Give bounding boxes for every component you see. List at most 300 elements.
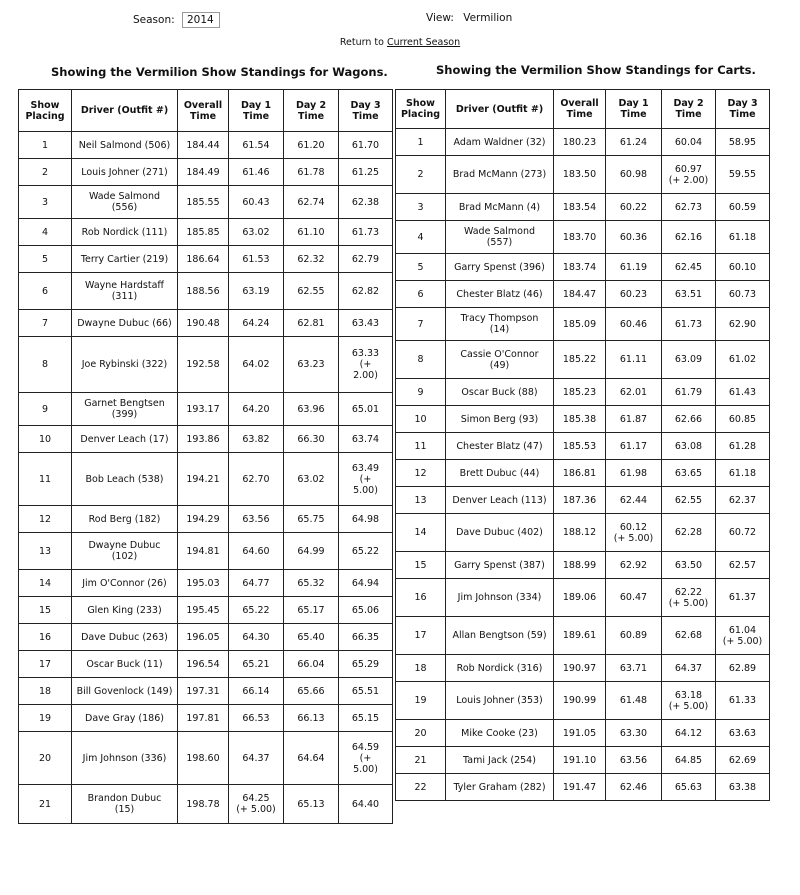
- cell-day2-time: 66.13: [284, 705, 339, 732]
- cell-day2-time: 63.51: [662, 281, 716, 308]
- cell-day3-time: 60.72: [716, 514, 770, 552]
- cell-day2-time: 62.68: [662, 617, 716, 655]
- wagons-title: Showing the Vermilion Show Standings for Wagons.: [51, 65, 388, 79]
- cell-day3-time: 60.73: [716, 281, 770, 308]
- cell-overall-time: 191.10: [554, 747, 606, 774]
- season-input[interactable]: 2014: [182, 12, 220, 28]
- cell-show-placing: 21: [396, 747, 446, 774]
- table-row: [19, 453, 393, 506]
- cell-overall-time: 190.48: [178, 310, 229, 337]
- cell-day1-time: 62.70: [229, 453, 284, 506]
- cell-day1-time: 63.82: [229, 426, 284, 453]
- cell-day3-time: 62.82: [339, 273, 393, 310]
- cell-day2-time: 63.02: [284, 453, 339, 506]
- cell-show-placing: 16: [19, 624, 72, 651]
- cell-day2-time: 62.66: [662, 406, 716, 433]
- cell-overall-time: 195.03: [178, 570, 229, 597]
- cell-day1-time: 63.30: [606, 720, 662, 747]
- cell-day1-time: 65.21: [229, 651, 284, 678]
- table-row: [19, 159, 393, 186]
- cell-driver: Rob Nordick (316): [446, 655, 554, 682]
- cell-day1-time: 63.02: [229, 219, 284, 246]
- cell-driver: Simon Berg (93): [446, 406, 554, 433]
- cell-day3-time: 60.85: [716, 406, 770, 433]
- cell-day3-time: 63.63: [716, 720, 770, 747]
- cell-day2-time: 62.22 (+ 5.00): [662, 579, 716, 617]
- cell-overall-time: 180.23: [554, 129, 606, 156]
- cell-day3-time: 60.59: [716, 194, 770, 221]
- cell-day1-time: 65.22: [229, 597, 284, 624]
- cell-day1-time: 62.44: [606, 487, 662, 514]
- cell-driver: Wayne Hardstaff (311): [72, 273, 178, 310]
- cell-day2-time: 62.28: [662, 514, 716, 552]
- cell-overall-time: 193.17: [178, 393, 229, 426]
- table-row: [19, 506, 393, 533]
- cell-day2-time: 60.04: [662, 129, 716, 156]
- column-header-show-placing: Show Placing: [396, 90, 446, 129]
- cell-show-placing: 5: [396, 254, 446, 281]
- cell-day1-time: 61.53: [229, 246, 284, 273]
- view-label: View:: [426, 12, 454, 24]
- column-header-driver: Driver (Outfit #): [446, 90, 554, 129]
- table-row: [19, 219, 393, 246]
- cell-show-placing: 15: [19, 597, 72, 624]
- cell-driver: Bob Leach (538): [72, 453, 178, 506]
- cell-overall-time: 189.61: [554, 617, 606, 655]
- table-row: [19, 426, 393, 453]
- cell-day3-time: 61.18: [716, 460, 770, 487]
- view-selector: [426, 12, 512, 24]
- cell-overall-time: 189.06: [554, 579, 606, 617]
- cell-day1-time: 61.17: [606, 433, 662, 460]
- cell-day2-time: 64.85: [662, 747, 716, 774]
- cell-driver: Louis Johner (271): [72, 159, 178, 186]
- table-row: [396, 655, 770, 682]
- cell-overall-time: 198.78: [178, 785, 229, 824]
- cell-overall-time: 186.64: [178, 246, 229, 273]
- cell-driver: Denver Leach (113): [446, 487, 554, 514]
- cell-day3-time: 59.55: [716, 156, 770, 194]
- cell-driver: Denver Leach (17): [72, 426, 178, 453]
- cell-show-placing: 10: [396, 406, 446, 433]
- table-header-row: [19, 90, 393, 132]
- cell-driver: Brandon Dubuc (15): [72, 785, 178, 824]
- return-prefix: Return to: [339, 37, 387, 48]
- carts-standings-table: [395, 89, 770, 801]
- cell-overall-time: 196.05: [178, 624, 229, 651]
- cell-driver: Brad McMann (273): [446, 156, 554, 194]
- cell-day3-time: 64.59 (+ 5.00): [339, 732, 393, 785]
- cell-show-placing: 9: [19, 393, 72, 426]
- cell-show-placing: 20: [396, 720, 446, 747]
- cell-show-placing: 8: [19, 337, 72, 393]
- table-row: [396, 682, 770, 720]
- cell-show-placing: 4: [396, 221, 446, 254]
- cell-day3-time: 64.94: [339, 570, 393, 597]
- cell-driver: Wade Salmond (556): [72, 186, 178, 219]
- cell-day3-time: 63.49 (+ 5.00): [339, 453, 393, 506]
- cell-day2-time: 61.78: [284, 159, 339, 186]
- cell-day3-time: 62.37: [716, 487, 770, 514]
- table-row: [396, 308, 770, 341]
- table-row: [19, 337, 393, 393]
- cell-overall-time: 198.60: [178, 732, 229, 785]
- cell-driver: Dave Dubuc (402): [446, 514, 554, 552]
- cell-overall-time: 190.99: [554, 682, 606, 720]
- season-label: Season:: [133, 14, 175, 26]
- cell-driver: Tyler Graham (282): [446, 774, 554, 801]
- cell-overall-time: 185.22: [554, 341, 606, 379]
- cell-day3-time: 62.69: [716, 747, 770, 774]
- cell-day2-time: 61.10: [284, 219, 339, 246]
- table-row: [396, 460, 770, 487]
- cell-show-placing: 3: [396, 194, 446, 221]
- table-row: [19, 393, 393, 426]
- cell-day2-time: 65.63: [662, 774, 716, 801]
- cell-day3-time: 63.33 (+ 2.00): [339, 337, 393, 393]
- cell-overall-time: 183.50: [554, 156, 606, 194]
- cell-day3-time: 64.40: [339, 785, 393, 824]
- cell-overall-time: 183.70: [554, 221, 606, 254]
- cell-driver: Garry Spenst (387): [446, 552, 554, 579]
- table-row: [19, 310, 393, 337]
- cell-day3-time: 61.37: [716, 579, 770, 617]
- cell-day1-time: 64.30: [229, 624, 284, 651]
- cell-day1-time: 66.14: [229, 678, 284, 705]
- cell-show-placing: 1: [396, 129, 446, 156]
- cell-day3-time: 62.57: [716, 552, 770, 579]
- cell-day2-time: 61.79: [662, 379, 716, 406]
- cell-day1-time: 63.19: [229, 273, 284, 310]
- table-row: [19, 705, 393, 732]
- cell-overall-time: 185.55: [178, 186, 229, 219]
- column-header-day3-time: Day 3 Time: [716, 90, 770, 129]
- cell-show-placing: 4: [19, 219, 72, 246]
- cell-driver: Chester Blatz (47): [446, 433, 554, 460]
- cell-day2-time: 62.55: [662, 487, 716, 514]
- view-value[interactable]: Vermilion: [463, 12, 513, 24]
- cell-day3-time: 63.38: [716, 774, 770, 801]
- table-row: [19, 597, 393, 624]
- cell-driver: Garnet Bengtsen (399): [72, 393, 178, 426]
- cell-driver: Brad McMann (4): [446, 194, 554, 221]
- cell-show-placing: 18: [396, 655, 446, 682]
- cell-show-placing: 17: [396, 617, 446, 655]
- cell-day1-time: 62.01: [606, 379, 662, 406]
- cell-day1-time: 60.36: [606, 221, 662, 254]
- column-header-day3-time: Day 3 Time: [339, 90, 393, 132]
- cell-day2-time: 60.97 (+ 2.00): [662, 156, 716, 194]
- table-row: [396, 221, 770, 254]
- cell-day3-time: 62.79: [339, 246, 393, 273]
- cell-show-placing: 21: [19, 785, 72, 824]
- cell-day2-time: 65.13: [284, 785, 339, 824]
- cell-day2-time: 63.08: [662, 433, 716, 460]
- cell-show-placing: 13: [19, 533, 72, 570]
- table-row: [19, 785, 393, 824]
- cell-day1-time: 60.98: [606, 156, 662, 194]
- table-header-row: [396, 90, 770, 129]
- cell-overall-time: 186.81: [554, 460, 606, 487]
- cell-day1-time: 62.46: [606, 774, 662, 801]
- cell-day2-time: 61.73: [662, 308, 716, 341]
- cell-driver: Dave Gray (186): [72, 705, 178, 732]
- cell-show-placing: 11: [396, 433, 446, 460]
- cell-day3-time: 65.22: [339, 533, 393, 570]
- cell-day2-time: 62.81: [284, 310, 339, 337]
- table-row: [396, 433, 770, 460]
- cell-day3-time: 58.95: [716, 129, 770, 156]
- cell-overall-time: 191.05: [554, 720, 606, 747]
- cell-driver: Allan Bengtson (59): [446, 617, 554, 655]
- table-row: [396, 194, 770, 221]
- cell-day2-time: 62.55: [284, 273, 339, 310]
- cell-day1-time: 61.87: [606, 406, 662, 433]
- cell-day3-time: 63.74: [339, 426, 393, 453]
- cell-day1-time: 61.98: [606, 460, 662, 487]
- cell-overall-time: 184.49: [178, 159, 229, 186]
- cell-show-placing: 5: [19, 246, 72, 273]
- cell-driver: Rod Berg (182): [72, 506, 178, 533]
- cell-day1-time: 61.46: [229, 159, 284, 186]
- cell-day3-time: 63.43: [339, 310, 393, 337]
- cell-day1-time: 61.54: [229, 132, 284, 159]
- cell-driver: Neil Salmond (506): [72, 132, 178, 159]
- cell-show-placing: 3: [19, 186, 72, 219]
- cell-driver: Garry Spenst (396): [446, 254, 554, 281]
- cell-overall-time: 195.45: [178, 597, 229, 624]
- cell-day2-time: 63.23: [284, 337, 339, 393]
- cell-day1-time: 64.37: [229, 732, 284, 785]
- cell-day2-time: 65.32: [284, 570, 339, 597]
- cell-show-placing: 15: [396, 552, 446, 579]
- cell-overall-time: 197.31: [178, 678, 229, 705]
- cell-driver: Adam Waldner (32): [446, 129, 554, 156]
- cell-driver: Jim Johnson (336): [72, 732, 178, 785]
- cell-day3-time: 65.29: [339, 651, 393, 678]
- cell-day1-time: 61.11: [606, 341, 662, 379]
- cell-show-placing: 8: [396, 341, 446, 379]
- cell-overall-time: 193.86: [178, 426, 229, 453]
- column-header-day1-time: Day 1 Time: [229, 90, 284, 132]
- cell-overall-time: 194.21: [178, 453, 229, 506]
- cell-show-placing: 19: [396, 682, 446, 720]
- table-row: [396, 487, 770, 514]
- cell-day1-time: 64.25 (+ 5.00): [229, 785, 284, 824]
- table-row: [19, 246, 393, 273]
- cell-driver: Joe Rybinski (322): [72, 337, 178, 393]
- column-header-overall-time: Overall Time: [554, 90, 606, 129]
- cell-day3-time: 65.06: [339, 597, 393, 624]
- cell-overall-time: 188.12: [554, 514, 606, 552]
- current-season-link[interactable]: Current Season: [386, 37, 461, 48]
- cell-driver: Jim O'Connor (26): [72, 570, 178, 597]
- table-row: [19, 132, 393, 159]
- cell-show-placing: 10: [19, 426, 72, 453]
- cell-day2-time: 64.99: [284, 533, 339, 570]
- cell-day2-time: 61.20: [284, 132, 339, 159]
- cell-driver: Dwayne Dubuc (66): [72, 310, 178, 337]
- cell-show-placing: 12: [396, 460, 446, 487]
- table-row: [396, 379, 770, 406]
- cell-day2-time: 62.73: [662, 194, 716, 221]
- cell-overall-time: 185.38: [554, 406, 606, 433]
- cell-driver: Oscar Buck (11): [72, 651, 178, 678]
- cell-day1-time: 64.02: [229, 337, 284, 393]
- cell-day3-time: 61.02: [716, 341, 770, 379]
- cell-day3-time: 61.43: [716, 379, 770, 406]
- cell-day3-time: 62.38: [339, 186, 393, 219]
- cell-show-placing: 2: [396, 156, 446, 194]
- cell-day2-time: 65.75: [284, 506, 339, 533]
- cell-show-placing: 16: [396, 579, 446, 617]
- cell-overall-time: 192.58: [178, 337, 229, 393]
- cell-show-placing: 6: [19, 273, 72, 310]
- cell-overall-time: 188.99: [554, 552, 606, 579]
- table-row: [396, 341, 770, 379]
- cell-day2-time: 63.65: [662, 460, 716, 487]
- cell-show-placing: 22: [396, 774, 446, 801]
- cell-overall-time: 185.09: [554, 308, 606, 341]
- table-row: [396, 552, 770, 579]
- cell-day2-time: 66.30: [284, 426, 339, 453]
- cell-show-placing: 12: [19, 506, 72, 533]
- cell-overall-time: 196.54: [178, 651, 229, 678]
- cell-day3-time: 65.01: [339, 393, 393, 426]
- cell-day2-time: 65.66: [284, 678, 339, 705]
- cell-day3-time: 61.28: [716, 433, 770, 460]
- table-row: [396, 514, 770, 552]
- column-header-show-placing: Show Placing: [19, 90, 72, 132]
- cell-day2-time: 62.74: [284, 186, 339, 219]
- table-row: [19, 624, 393, 651]
- cell-day1-time: 60.89: [606, 617, 662, 655]
- cell-day1-time: 66.53: [229, 705, 284, 732]
- cell-day2-time: 63.96: [284, 393, 339, 426]
- cell-day1-time: 61.48: [606, 682, 662, 720]
- cell-overall-time: 190.97: [554, 655, 606, 682]
- cell-day1-time: 63.56: [606, 747, 662, 774]
- cell-driver: Oscar Buck (88): [446, 379, 554, 406]
- table-row: [396, 720, 770, 747]
- column-header-overall-time: Overall Time: [178, 90, 229, 132]
- cell-show-placing: 11: [19, 453, 72, 506]
- cell-driver: Mike Cooke (23): [446, 720, 554, 747]
- cell-overall-time: 194.29: [178, 506, 229, 533]
- cell-day3-time: 61.70: [339, 132, 393, 159]
- cell-day1-time: 61.24: [606, 129, 662, 156]
- cell-driver: Bill Govenlock (149): [72, 678, 178, 705]
- cell-day2-time: 62.16: [662, 221, 716, 254]
- cell-day1-time: 60.23: [606, 281, 662, 308]
- cell-day2-time: 62.45: [662, 254, 716, 281]
- table-row: [19, 732, 393, 785]
- table-row: [396, 579, 770, 617]
- cell-day2-time: 64.12: [662, 720, 716, 747]
- cell-day1-time: 64.20: [229, 393, 284, 426]
- cell-show-placing: 20: [19, 732, 72, 785]
- cell-show-placing: 13: [396, 487, 446, 514]
- cell-day1-time: 60.46: [606, 308, 662, 341]
- cell-day1-time: 64.24: [229, 310, 284, 337]
- cell-driver: Jim Johnson (334): [446, 579, 554, 617]
- cell-driver: Tami Jack (254): [446, 747, 554, 774]
- table-row: [396, 156, 770, 194]
- cell-day1-time: 63.71: [606, 655, 662, 682]
- cell-day3-time: 61.33: [716, 682, 770, 720]
- column-header-driver: Driver (Outfit #): [72, 90, 178, 132]
- cell-day3-time: 62.89: [716, 655, 770, 682]
- cell-day1-time: 60.47: [606, 579, 662, 617]
- cell-day2-time: 65.17: [284, 597, 339, 624]
- table-row: [396, 129, 770, 156]
- table-row: [396, 254, 770, 281]
- cell-driver: Cassie O'Connor (49): [446, 341, 554, 379]
- cell-day1-time: 64.60: [229, 533, 284, 570]
- table-row: [396, 747, 770, 774]
- cell-day1-time: 64.77: [229, 570, 284, 597]
- cell-overall-time: 188.56: [178, 273, 229, 310]
- cell-day3-time: 61.25: [339, 159, 393, 186]
- cell-day2-time: 64.64: [284, 732, 339, 785]
- table-row: [396, 774, 770, 801]
- cell-day2-time: 62.32: [284, 246, 339, 273]
- cell-show-placing: 7: [19, 310, 72, 337]
- cell-day3-time: 62.90: [716, 308, 770, 341]
- table-row: [19, 186, 393, 219]
- cell-day2-time: 63.18 (+ 5.00): [662, 682, 716, 720]
- cell-day1-time: 63.56: [229, 506, 284, 533]
- cell-driver: Rob Nordick (111): [72, 219, 178, 246]
- cell-overall-time: 183.74: [554, 254, 606, 281]
- cell-overall-time: 184.44: [178, 132, 229, 159]
- table-row: [19, 678, 393, 705]
- cell-show-placing: 14: [19, 570, 72, 597]
- cell-day1-time: 60.22: [606, 194, 662, 221]
- cell-overall-time: 185.53: [554, 433, 606, 460]
- cell-day3-time: 61.04 (+ 5.00): [716, 617, 770, 655]
- cell-day3-time: 61.18: [716, 221, 770, 254]
- table-row: [19, 533, 393, 570]
- cell-day2-time: 63.50: [662, 552, 716, 579]
- cell-overall-time: 194.81: [178, 533, 229, 570]
- cell-day3-time: 61.73: [339, 219, 393, 246]
- table-row: [396, 406, 770, 433]
- cell-overall-time: 185.85: [178, 219, 229, 246]
- cell-driver: Dwayne Dubuc (102): [72, 533, 178, 570]
- cell-show-placing: 17: [19, 651, 72, 678]
- cell-show-placing: 7: [396, 308, 446, 341]
- cell-overall-time: 191.47: [554, 774, 606, 801]
- column-header-day1-time: Day 1 Time: [606, 90, 662, 129]
- cell-day1-time: 60.12 (+ 5.00): [606, 514, 662, 552]
- cell-day3-time: 66.35: [339, 624, 393, 651]
- cell-overall-time: 187.36: [554, 487, 606, 514]
- cell-day2-time: 64.37: [662, 655, 716, 682]
- cell-day3-time: 65.51: [339, 678, 393, 705]
- cell-show-placing: 2: [19, 159, 72, 186]
- cell-day3-time: 65.15: [339, 705, 393, 732]
- cell-show-placing: 1: [19, 132, 72, 159]
- carts-title: Showing the Vermilion Show Standings for Carts.: [436, 63, 756, 77]
- cell-driver: Brett Dubuc (44): [446, 460, 554, 487]
- column-header-day2-time: Day 2 Time: [662, 90, 716, 129]
- table-row: [19, 651, 393, 678]
- cell-day3-time: 60.10: [716, 254, 770, 281]
- table-row: [396, 281, 770, 308]
- return-line: [0, 37, 800, 48]
- cell-show-placing: 19: [19, 705, 72, 732]
